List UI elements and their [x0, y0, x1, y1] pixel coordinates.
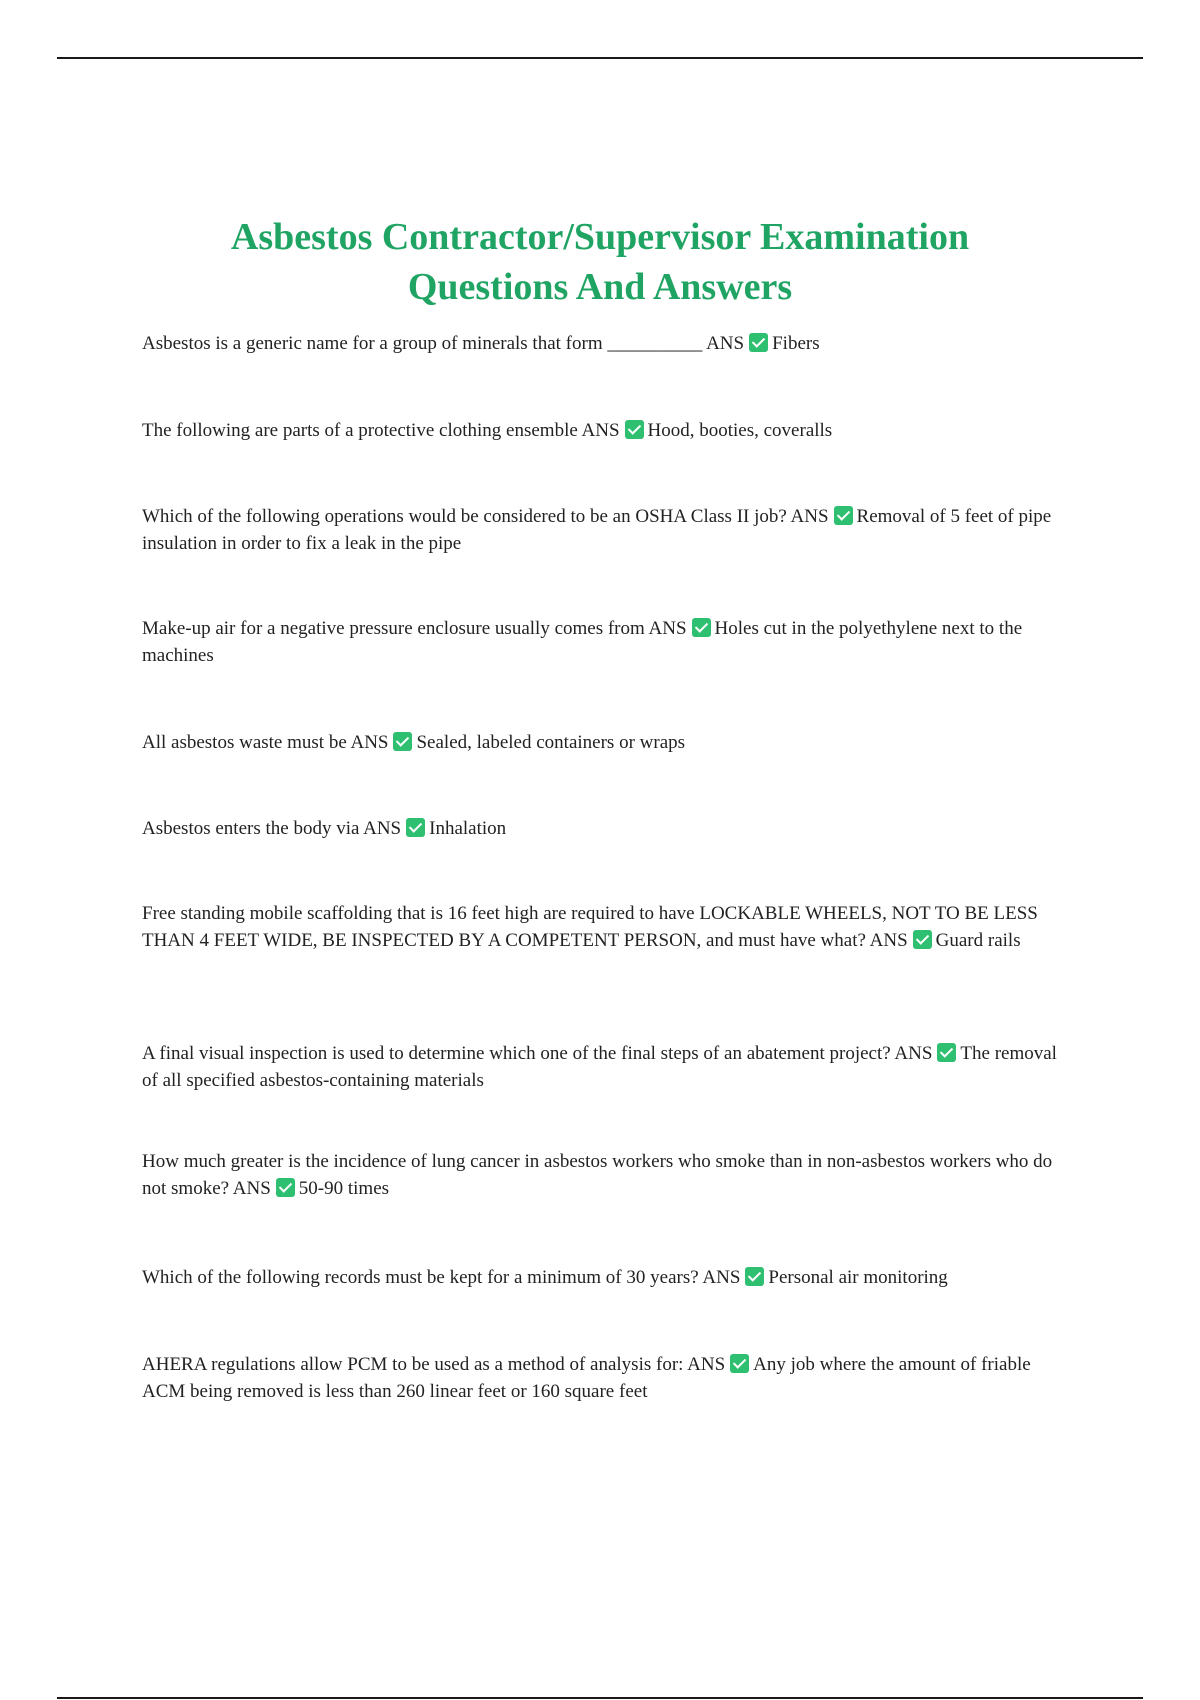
answer-text: 50-90 times	[298, 1178, 390, 1199]
answer-text: Any job where the amount of friable ACM being removed is less than 260 linear feet or 160 square feet	[142, 1354, 1031, 1402]
ans-label: ANS	[702, 1267, 741, 1288]
question-text: Make-up air for a negative pressure enclosure usually comes from	[142, 618, 645, 639]
answer-text: Fibers	[772, 333, 820, 354]
ans-label: ANS	[706, 333, 745, 354]
question-text: Which of the following operations would be considered to be an OSHA Class II job?	[142, 506, 787, 527]
qa-item-6	[142, 815, 1062, 842]
question-text: How much greater is the incidence of lung cancer in asbestos workers who smoke than in non-asbestos workers who do not smoke?	[142, 1151, 1053, 1199]
checkmark-icon	[625, 420, 644, 439]
answer-text: Sealed, labeled containers or wraps	[416, 732, 686, 753]
answer-text: Guard rails	[935, 930, 1021, 951]
question-text: A final visual inspection is used to determine which one of the final steps of an abatement project?	[142, 1043, 891, 1064]
ans-label: ANS	[350, 732, 389, 753]
answer-text: Hood, booties, coveralls	[647, 420, 833, 441]
question-text: AHERA regulations allow PCM to be used as a method of analysis for:	[142, 1354, 684, 1375]
qa-item-10	[142, 1264, 1062, 1291]
ans-label: ANS	[581, 420, 620, 441]
bottom-rule	[57, 1697, 1143, 1699]
qa-item-5	[142, 729, 1062, 756]
ans-label: ANS	[363, 818, 402, 839]
checkmark-icon	[730, 1354, 749, 1373]
checkmark-icon	[745, 1267, 764, 1286]
ans-label: ANS	[232, 1178, 271, 1199]
ans-label: ANS	[869, 930, 908, 951]
qa-item-1	[142, 330, 1062, 357]
qa-item-11	[142, 1351, 1062, 1405]
qa-item-7	[142, 900, 1062, 954]
ans-label: ANS	[894, 1043, 933, 1064]
qa-item-8	[142, 1040, 1062, 1094]
question-text: All asbestos waste must be	[142, 732, 347, 753]
checkmark-icon	[937, 1043, 956, 1062]
answer-text: The removal of all specified asbestos-containing materials	[142, 1043, 1057, 1091]
checkmark-icon	[692, 618, 711, 637]
qa-item-3	[142, 503, 1062, 557]
qa-item-2	[142, 417, 1062, 444]
checkmark-icon	[276, 1178, 295, 1197]
question-text: The following are parts of a protective clothing ensemble	[142, 420, 578, 441]
answer-text: Inhalation	[429, 818, 507, 839]
ans-label: ANS	[790, 506, 829, 527]
checkmark-icon	[393, 732, 412, 751]
checkmark-icon	[913, 930, 932, 949]
ans-label: ANS	[648, 618, 687, 639]
title-line-1: Asbestos Contractor/Supervisor Examination	[230, 216, 970, 258]
answer-text: Removal of 5 feet of pipe insulation in order to fix a leak in the pipe	[142, 506, 1052, 554]
document-title	[120, 212, 1080, 312]
qa-item-4	[142, 615, 1062, 669]
answer-text: Holes cut in the polyethylene next to the machines	[142, 618, 1023, 666]
question-text: Asbestos enters the body via	[142, 818, 360, 839]
qa-item-9	[142, 1148, 1062, 1202]
question-text: Free standing mobile scaffolding that is 16 feet high are required to have LOCKABLE WHEELS, NOT TO BE LESS THAN 4 FEET WIDE, BE INSPECTED BY A COMPETENT PERSON, and must have what?	[142, 903, 1038, 951]
question-text: Which of the following records must be kept for a minimum of 30 years?	[142, 1267, 699, 1288]
title-line-2: Questions And Answers	[407, 266, 793, 308]
checkmark-icon	[834, 506, 853, 525]
checkmark-icon	[406, 818, 425, 837]
top-rule	[57, 57, 1143, 59]
checkmark-icon	[749, 333, 768, 352]
answer-text: Personal air monitoring	[768, 1267, 948, 1288]
ans-label: ANS	[687, 1354, 726, 1375]
question-text: Asbestos is a generic name for a group of minerals that form __________	[142, 333, 703, 354]
